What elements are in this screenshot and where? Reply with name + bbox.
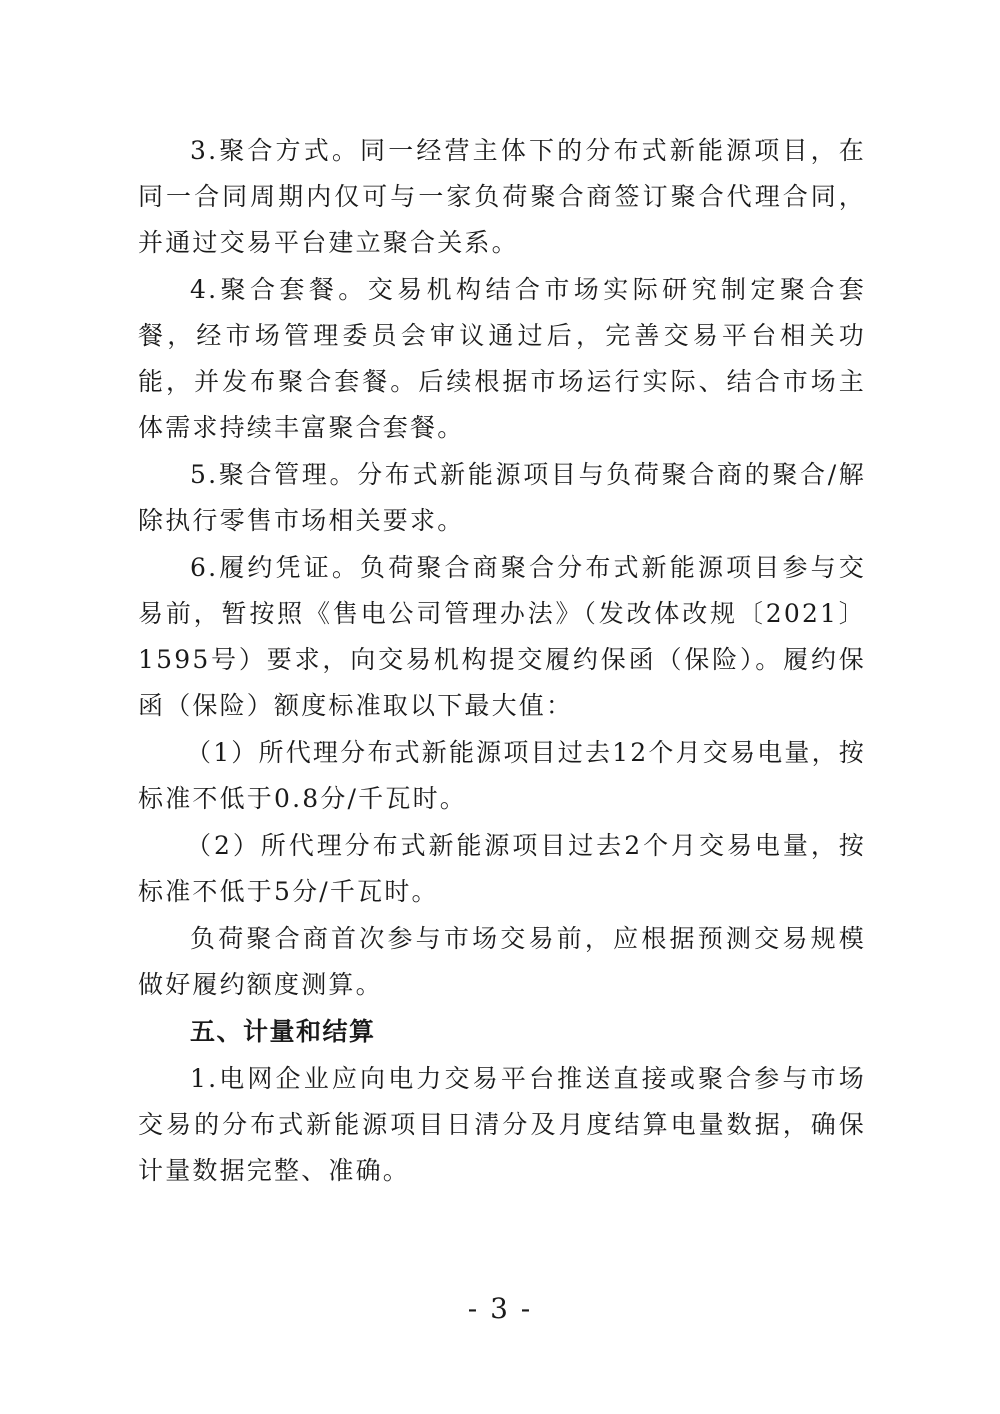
- paragraph-aggregation-management: 5.聚合管理。分布式新能源项目与负荷聚合商的聚合/解除执行零售市场相关要求。: [138, 460, 866, 535]
- page-number: - 3 -: [467, 1292, 533, 1325]
- paragraph-first-trade-note: 负荷聚合商首次参与市场交易前，应根据预测交易规模做好履约额度测算。: [138, 924, 866, 999]
- paragraph-aggregation-method: 3.聚合方式。同一经营主体下的分布式新能源项目，在同一合同周期内仅可与一家负荷聚合商签订聚合代理合同，并通过交易平台建立聚合关系。: [138, 136, 866, 257]
- document-body: [138, 128, 866, 1195]
- section-heading-metering-settlement: 五、计量和结算: [190, 1017, 376, 1046]
- paragraph-criterion-2: （2）所代理分布式新能源项目过去2个月交易电量，按标准不低于5分/千瓦时。: [138, 831, 866, 906]
- paragraph-aggregation-package: 4.聚合套餐。交易机构结合市场实际研究制定聚合套餐，经市场管理委员会审议通过后，完善交易平台相关功能，并发布聚合套餐。后续根据市场运行实际、结合市场主体需求持续丰富聚合套餐。: [138, 275, 866, 442]
- paragraph-criterion-1: （1）所代理分布式新能源项目过去12个月交易电量，按标准不低于0.8分/千瓦时。: [138, 738, 866, 813]
- paragraph-performance-guarantee: 6.履约凭证。负荷聚合商聚合分布式新能源项目参与交易前，暂按照《售电公司管理办法》（发改体改规〔2021〕1595号）要求，向交易机构提交履约保函（保险）。履约保函（保险）额度标准取以下最大值：: [138, 553, 866, 720]
- paragraph-grid-data-push: 1.电网企业应向电力交易平台推送直接或聚合参与市场交易的分布式新能源项目日清分及月度结算电量数据，确保计量数据完整、准确。: [138, 1064, 866, 1185]
